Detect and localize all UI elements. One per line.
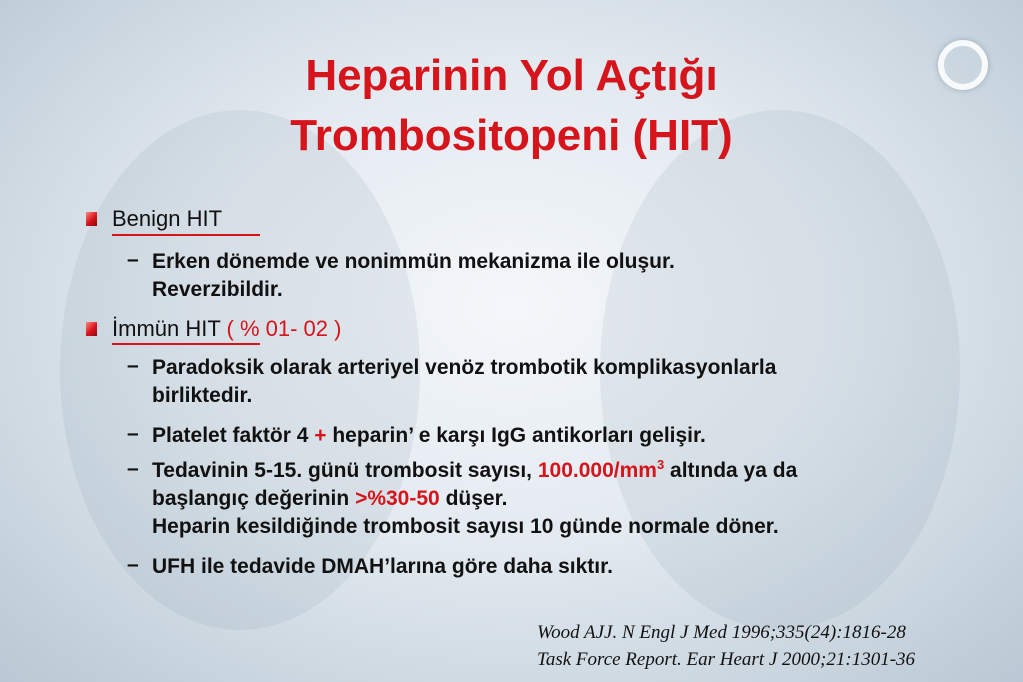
reference-citation: Task Force Report. Ear Heart J 2000;21:1301-36 xyxy=(537,649,916,670)
section-heading-immun xyxy=(112,315,341,343)
item-text: UFH ile tedavide DMAH’larına göre daha sıktır. xyxy=(152,555,613,578)
item-text-part: altında ya da xyxy=(670,459,798,482)
dash-marker: – xyxy=(127,457,139,480)
item-text: Erken dönemde ve nonimmün mekanizma ile oluşur. xyxy=(152,250,675,273)
heading-underline xyxy=(112,234,260,236)
item-text-part: heparin’ e karşı IgG antikorları gelişir. xyxy=(332,424,706,447)
item-text xyxy=(152,457,797,485)
item-text: Reverzibildir. xyxy=(152,278,283,301)
item-text-part: düşer. xyxy=(445,487,508,510)
slide-title-line1: Heparinin Yol Açtığı xyxy=(305,51,718,100)
section-heading-benign: Benign HIT xyxy=(112,206,223,231)
bullet-icon xyxy=(86,212,97,226)
item-text xyxy=(152,422,706,450)
dash-marker: – xyxy=(127,354,139,377)
dash-marker: – xyxy=(127,248,139,271)
item-text-part: Tedavinin 5-15. günü trombosit sayısı, xyxy=(152,459,533,482)
item-text xyxy=(152,485,507,513)
item-text-part: Platelet faktör 4 xyxy=(152,424,309,447)
plus-sign: + xyxy=(314,424,327,447)
item-text: Paradoksik olarak arteriyel venöz trombotik komplikasyonlarla xyxy=(152,356,777,379)
dash-marker: – xyxy=(127,422,139,445)
item-text-part: başlangıç değerinin xyxy=(152,487,350,510)
platelet-threshold: $100.000/mm^3$ xyxy=(537,457,665,482)
reference-citation: Wood AJJ. N Engl J Med 1996;335(24):1816-28 xyxy=(537,622,906,643)
heading-percentage: ( % 01- 02 ) xyxy=(226,316,342,341)
dash-marker: – xyxy=(127,553,139,576)
section-heading-immun-label: İmmün HIT xyxy=(112,316,221,341)
item-text: birliktedir. xyxy=(152,384,253,407)
heading-underline xyxy=(112,343,260,345)
slide-title-line2: Trombositopeni (HIT) xyxy=(290,111,733,160)
decrease-percentage: >%30-50 xyxy=(355,487,440,510)
bullet-icon xyxy=(86,322,97,336)
item-text: Heparin kesildiğinde trombosit sayısı 10 günde normale döner. xyxy=(152,515,779,538)
